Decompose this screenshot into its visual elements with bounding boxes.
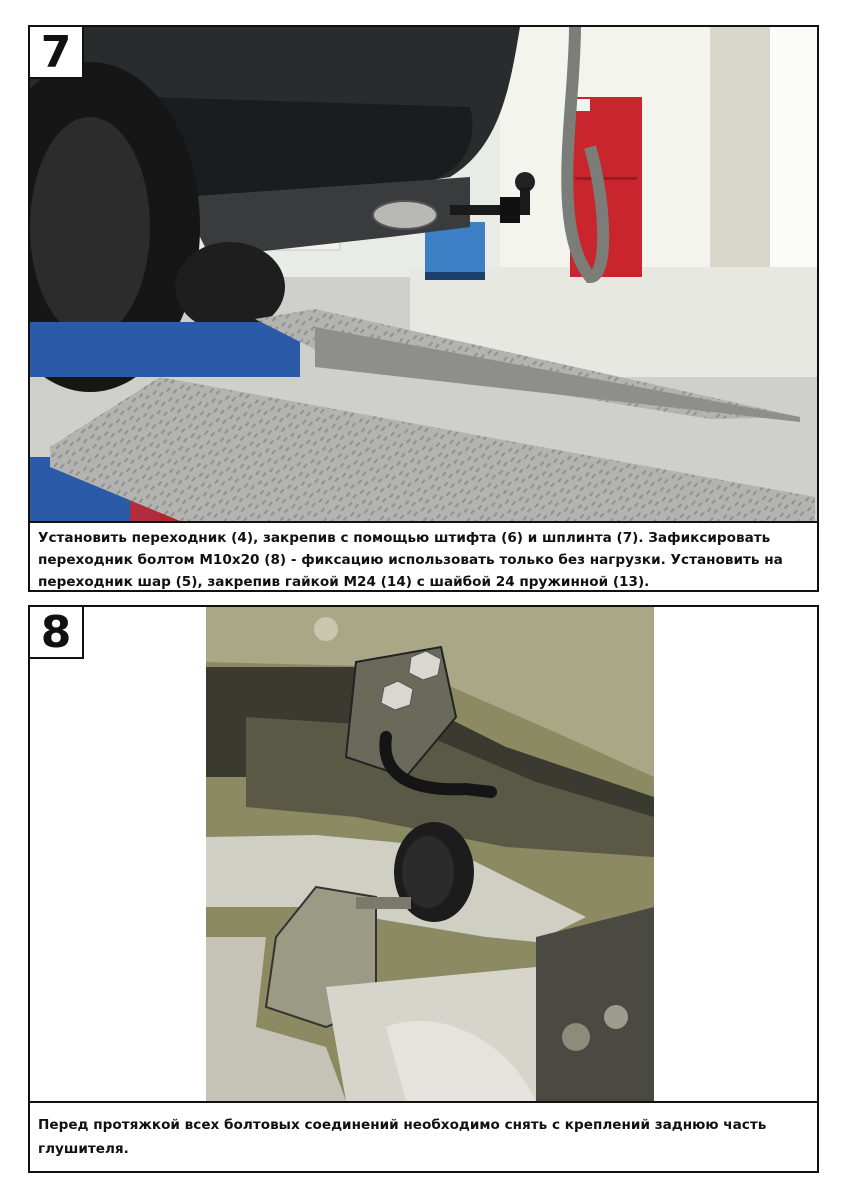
step-7-caption: Установить переходник (4), закрепив с помощью штифта (6) и шплинта (7). Зафиксировать переходник болтом М10х20 (8) - фиксацию использовать только без нагрузки. Установить на переходник шар (5), закрепив гайкой М24 (14) с шайбой 24 пружинной (13). [30,521,817,590]
car-rear-on-lift-illustration [30,27,817,521]
step-7-photo [30,27,817,521]
muffler-hanger-illustration [206,607,654,1101]
step-number-badge: 8 [30,607,84,659]
step-8-caption: Перед протяжкой всех болтовых соединений необходимо снять с креплений заднюю часть глушителя. [30,1101,817,1171]
step-7-panel [28,25,819,592]
step-number-badge: 7 [30,27,84,79]
step-8-photo [206,607,654,1101]
step-8-panel [28,605,819,1173]
